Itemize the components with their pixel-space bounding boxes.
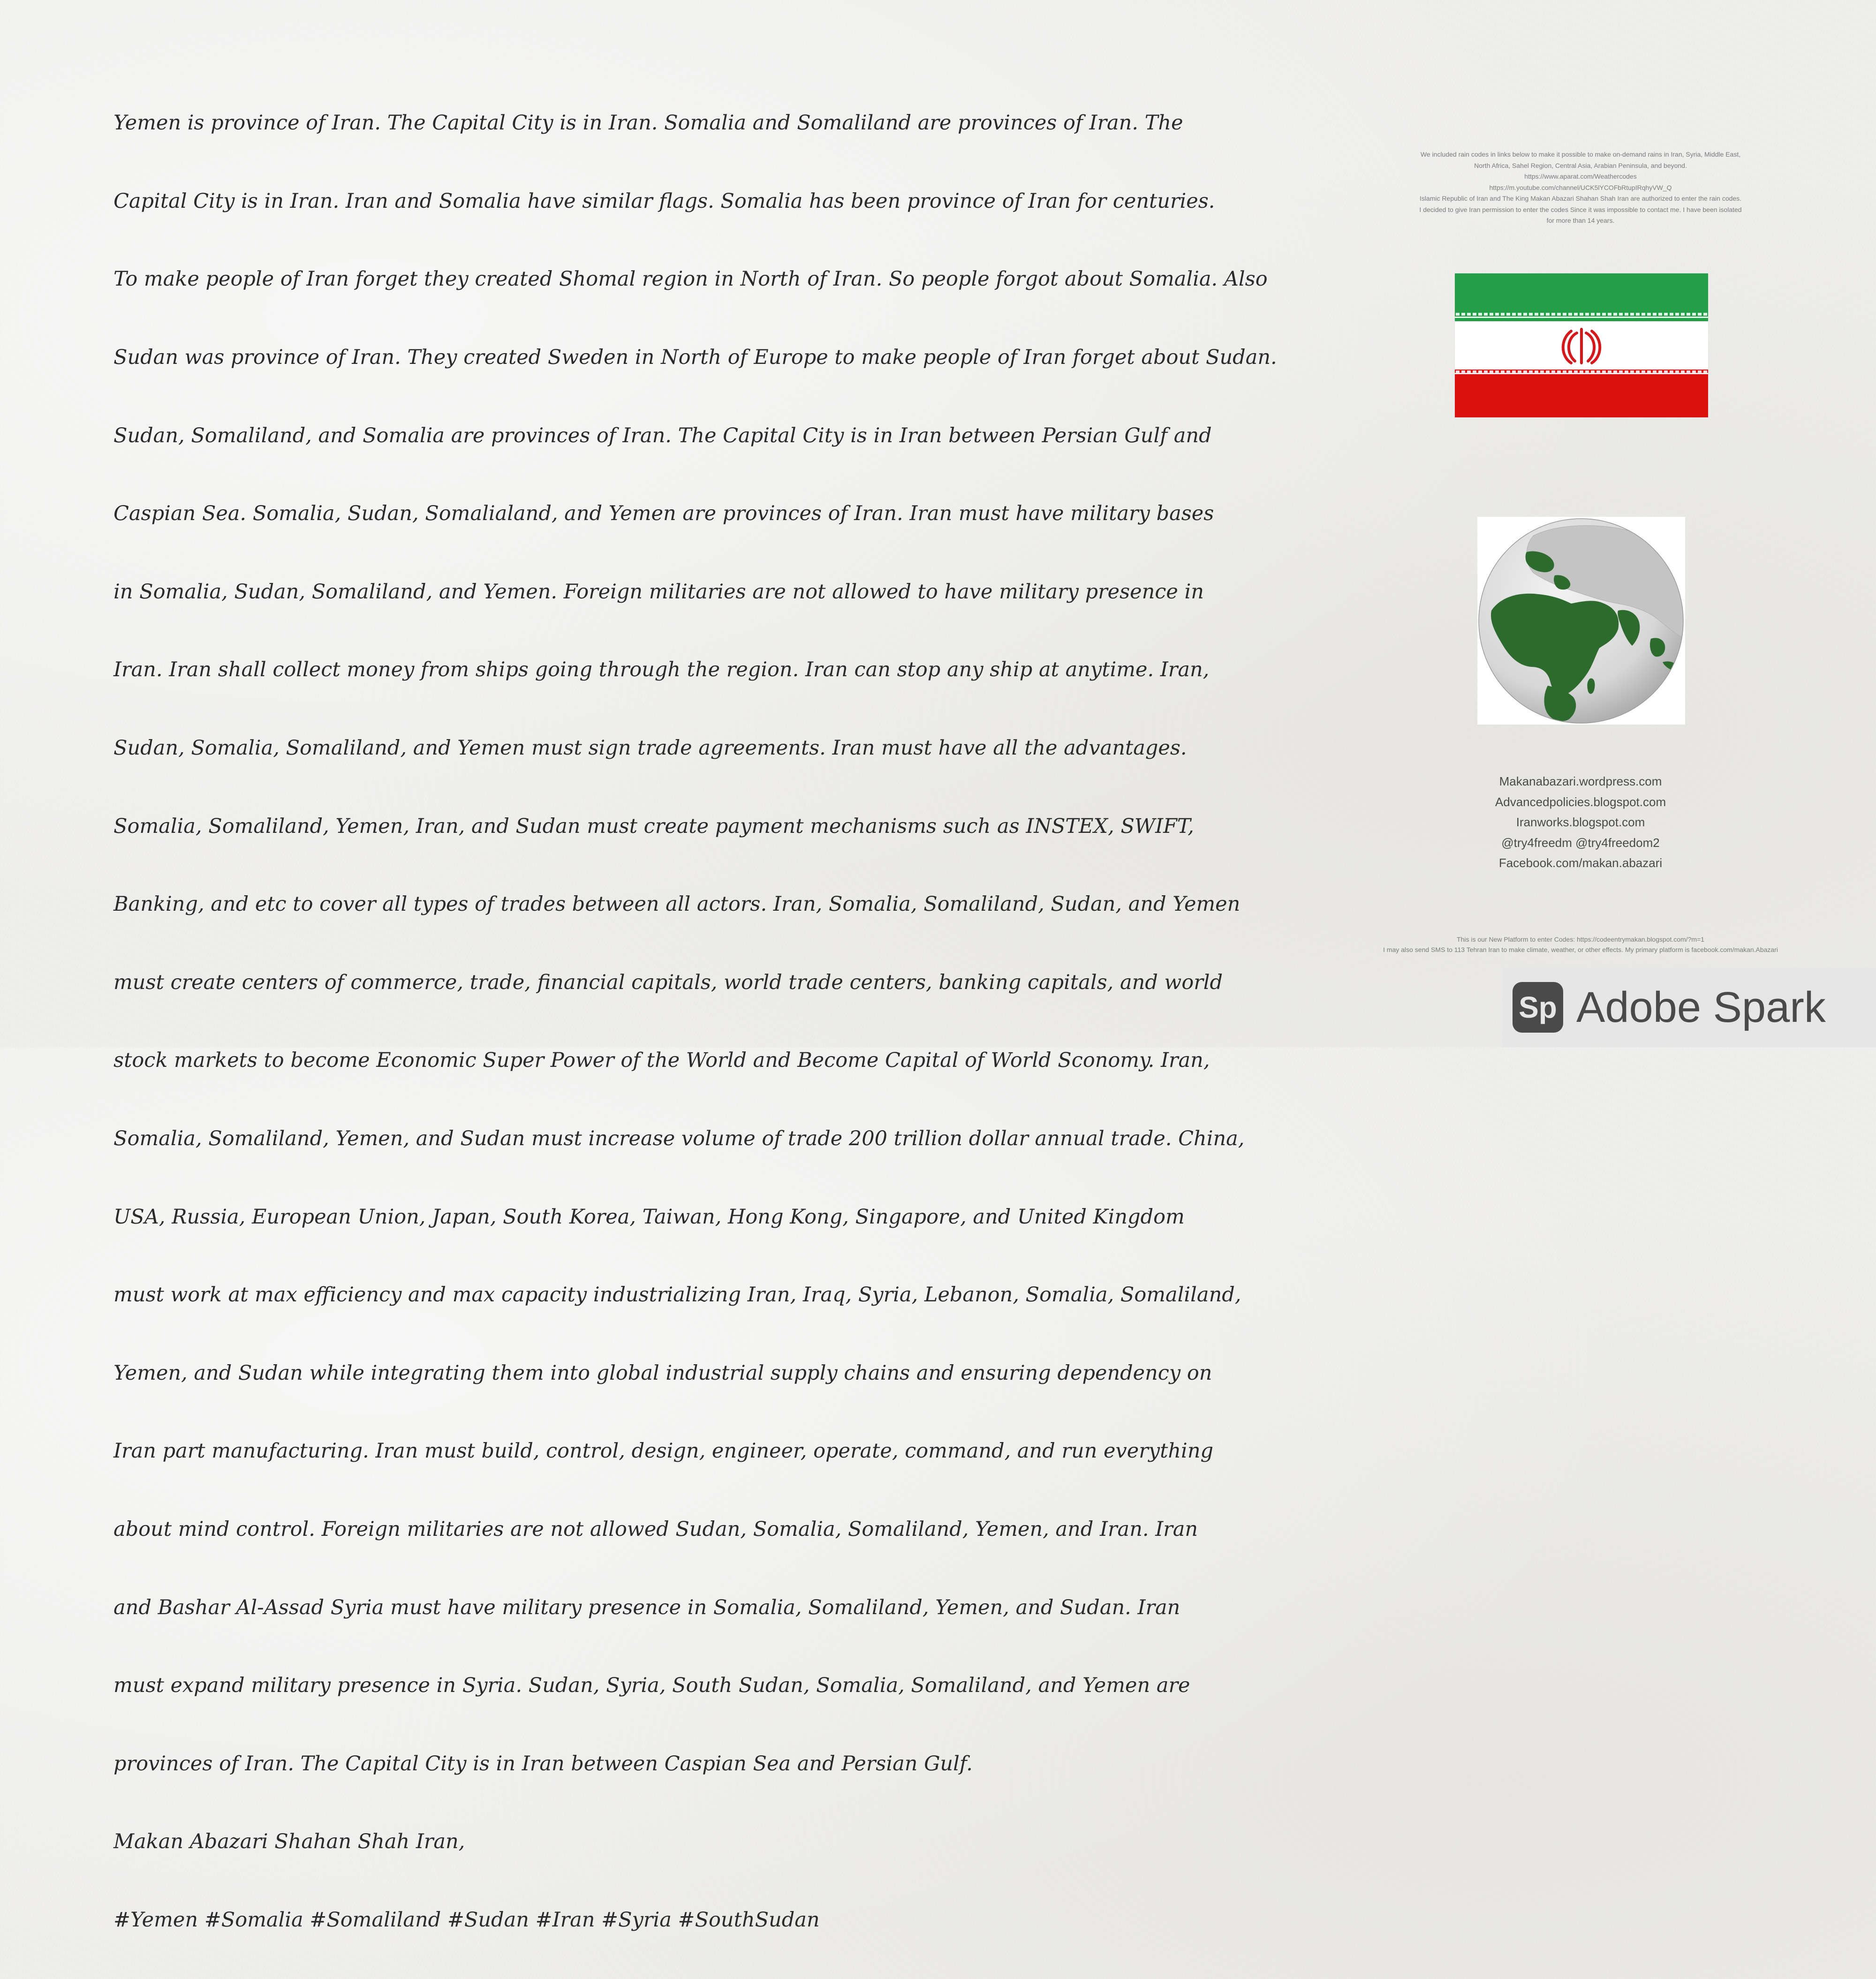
takbir-pattern-mark <box>1664 370 1668 373</box>
takbir-pattern-mark <box>1647 370 1651 373</box>
takbir-pattern-mark <box>1619 313 1623 316</box>
takbir-pattern-mark <box>1563 370 1566 373</box>
sms-note: I may also send SMS to 113 Tehran Iran to make climate, weather, or other effects. My primary platform is facebook.com/makan.Abazari <box>1383 946 1778 953</box>
article-line: and Bashar Al-Assad Syria must have military presence in Somalia, Somaliland, Yemen, and Sudan. Iran <box>113 1595 1180 1619</box>
note-line: I decided to give Iran permission to enter the codes Since it was impossible to contact me. I have been isolated <box>1419 205 1742 213</box>
takbir-pattern-mark <box>1490 370 1493 373</box>
takbir-pattern-mark <box>1585 313 1589 316</box>
takbir-pattern-mark <box>1461 370 1465 373</box>
takbir-pattern-mark <box>1546 370 1550 373</box>
takbir-pattern-mark <box>1484 313 1488 316</box>
takbir-pattern-mark <box>1568 370 1572 373</box>
takbir-pattern-mark <box>1512 370 1516 373</box>
iranworks-link[interactable]: Iranworks.blogspot.com <box>1516 815 1645 829</box>
takbir-pattern-mark <box>1636 370 1640 373</box>
takbir-pattern-mark <box>1518 370 1521 373</box>
article-line: provinces of Iran. The Capital City is in Iran between Caspian Sea and Persian Gulf. <box>113 1752 973 1775</box>
takbir-pattern-mark <box>1608 370 1611 373</box>
takbir-pattern-mark <box>1681 370 1685 373</box>
facebook-link[interactable]: Facebook.com/makan.abazari <box>1498 856 1663 870</box>
takbir-pattern-mark <box>1675 313 1679 316</box>
takbir-pattern-mark <box>1557 370 1561 373</box>
takbir-pattern-mark <box>1563 313 1566 316</box>
takbir-pattern-mark <box>1625 370 1628 373</box>
takbir-pattern-mark <box>1529 370 1533 373</box>
takbir-pattern-mark <box>1467 313 1471 316</box>
takbir-pattern-mark <box>1506 313 1510 316</box>
takbir-pattern-mark <box>1529 313 1533 316</box>
takbir-pattern-mark <box>1596 370 1600 373</box>
takbir-pattern-mark <box>1478 313 1482 316</box>
takbir-pattern-mark <box>1591 370 1595 373</box>
takbir-pattern-mark <box>1653 313 1657 316</box>
takbir-pattern-mark <box>1501 313 1505 316</box>
takbir-pattern-mark <box>1613 313 1617 316</box>
takbir-pattern-mark <box>1625 313 1628 316</box>
article-line: Iran. Iran shall collect money from ships going through the region. Iran can stop any ship at anytime. Iran, <box>113 658 1210 682</box>
takbir-pattern-mark <box>1535 313 1538 316</box>
youtube-link[interactable]: https://m.youtube.com/channel/UCK5lYCOFbRtupIRqhyVW_Q <box>1489 183 1672 191</box>
takbir-pattern-mark <box>1703 370 1707 373</box>
flag-red-band <box>1455 370 1708 417</box>
takbir-pattern-mark <box>1518 313 1521 316</box>
takbir-pattern-mark <box>1670 313 1673 316</box>
takbir-pattern-mark <box>1501 370 1505 373</box>
article-line: USA, Russia, European Union, Japan, South Korea, Taiwan, Hong Kong, Singapore, and United Kingdom <box>113 1205 1185 1229</box>
takbir-pattern-mark <box>1703 313 1707 316</box>
hashtags: #Yemen #Somalia #Somaliland #Sudan #Iran #Syria #SouthSudan <box>113 1908 820 1932</box>
takbir-pattern-mark <box>1546 313 1550 316</box>
takbir-pattern-mark <box>1523 370 1527 373</box>
flag-takbir-border-top <box>1455 317 1708 318</box>
takbir-pattern-mark <box>1647 313 1651 316</box>
note-line: We included rain codes in links below to make it possible to make on-demand rains in Iran, Syria, Middle East, <box>1420 151 1741 158</box>
takbir-pattern-mark <box>1681 313 1685 316</box>
takbir-pattern-mark <box>1484 370 1488 373</box>
takbir-pattern-mark <box>1495 370 1499 373</box>
takbir-pattern-mark <box>1585 370 1589 373</box>
takbir-pattern-mark <box>1608 313 1611 316</box>
takbir-pattern-mark <box>1658 313 1662 316</box>
takbir-pattern-mark <box>1636 313 1640 316</box>
takbir-pattern-mark <box>1557 313 1561 316</box>
takbir-pattern-mark <box>1512 313 1516 316</box>
takbir-pattern-mark <box>1523 313 1527 316</box>
takbir-pattern-mark <box>1664 313 1668 316</box>
takbir-pattern-mark <box>1506 370 1510 373</box>
article-line: Yemen is province of Iran. The Capital City is in Iran. Somalia and Somaliland are provinces of Iran. The <box>113 111 1183 135</box>
article-line: must work at max efficiency and max capacity industrializing Iran, Iraq, Syria, Lebanon, Somalia, Somaliland, <box>113 1283 1241 1307</box>
article-line: in Somalia, Sudan, Somaliland, and Yemen. Foreign militaries are not allowed to have military presence in <box>113 580 1204 604</box>
wordpress-link[interactable]: Makanabazari.wordpress.com <box>1499 774 1662 788</box>
takbir-pattern-mark <box>1698 313 1702 316</box>
adobe-spark-badge[interactable] <box>1502 967 1876 1047</box>
takbir-pattern-mark <box>1602 313 1606 316</box>
article-line: must create centers of commerce, trade, financial capitals, world trade centers, banking capitals, and world <box>113 970 1223 994</box>
article-line: stock markets to become Economic Super Power of the World and Become Capital of World Sconomy. Iran, <box>113 1049 1210 1073</box>
takbir-pattern-mark <box>1630 370 1634 373</box>
social-links <box>1463 771 1698 874</box>
takbir-pattern-mark <box>1698 370 1702 373</box>
twitter-handles[interactable]: @try4freedm @try4freedom2 <box>1501 835 1660 850</box>
takbir-pattern-mark <box>1495 313 1499 316</box>
takbir-pattern-mark <box>1461 313 1465 316</box>
takbir-pattern-mark <box>1675 370 1679 373</box>
takbir-pattern-mark <box>1580 313 1583 316</box>
takbir-pattern-mark <box>1630 313 1634 316</box>
iran-flag-image <box>1455 273 1708 417</box>
takbir-pattern-mark <box>1473 313 1476 316</box>
takbir-pattern-mark <box>1642 313 1645 316</box>
takbir-pattern-mark <box>1692 370 1696 373</box>
note-line: North Africa, Sahel Region, Central Asia, Arabian Peninsula, and beyond. <box>1474 161 1687 169</box>
takbir-pattern-mark <box>1670 370 1673 373</box>
article-line: Somalia, Somaliland, Yemen, Iran, and Sudan must create payment mechanisms such as INSTEX, SWIFT, <box>113 814 1194 838</box>
takbir-pattern-mark <box>1551 313 1555 316</box>
note-line: Islamic Republic of Iran and The King Makan Abazari Shahan Shah Iran are authorized to enter the rain codes. <box>1419 195 1742 202</box>
blogspot-link[interactable]: Advancedpolicies.blogspot.com <box>1495 794 1666 809</box>
globe-map-image <box>1477 517 1685 725</box>
takbir-pattern-mark <box>1596 313 1600 316</box>
takbir-pattern-mark <box>1574 313 1578 316</box>
author-signature: Makan Abazari Shahan Shah Iran, <box>113 1830 465 1854</box>
article-line: Sudan, Somalia, Somaliland, and Yemen must sign trade agreements. Iran must have all the advantages. <box>113 736 1187 760</box>
takbir-pattern-mark <box>1473 370 1476 373</box>
takbir-pattern-mark <box>1551 370 1555 373</box>
globe-svg <box>1477 517 1685 725</box>
article-body <box>113 65 1277 1979</box>
adobe-spark-label: Adobe Spark <box>1576 983 1826 1031</box>
article-line: Caspian Sea. Somalia, Sudan, Somalialand, and Yemen are provinces of Iran. Iran must have military bases <box>113 502 1214 526</box>
takbir-pattern-mark <box>1653 370 1657 373</box>
article-line: Sudan, Somaliland, and Somalia are provinces of Iran. The Capital City is in Iran between Persian Gulf and <box>113 423 1212 447</box>
article-line: Yemen, and Sudan while integrating them into global industrial supply chains and ensuring dependency on <box>113 1361 1212 1385</box>
takbir-pattern-mark <box>1540 370 1544 373</box>
article-line: Capital City is in Iran. Iran and Somalia have similar flags. Somalia has been province of Iran for centuries. <box>113 189 1215 213</box>
aparat-link[interactable]: https://www.aparat.com/Weathercodes <box>1524 173 1637 180</box>
takbir-pattern-mark <box>1642 370 1645 373</box>
article-line: Somalia, Somaliland, Yemen, and Sudan must increase volume of trade 200 trillion dollar annual trade. China, <box>113 1127 1245 1151</box>
takbir-pattern-mark <box>1456 313 1460 316</box>
note-line: for more than 14 years. <box>1546 217 1615 224</box>
article-line: about mind control. Foreign militaries are not allowed Sudan, Somalia, Somaliland, Yemen, and Iran. Iran <box>113 1517 1198 1541</box>
takbir-pattern-mark <box>1591 313 1595 316</box>
takbir-pattern-mark <box>1467 370 1471 373</box>
takbir-pattern-mark <box>1580 370 1583 373</box>
takbir-pattern-mark <box>1456 370 1460 373</box>
takbir-pattern-mark <box>1619 370 1623 373</box>
takbir-pattern-mark <box>1687 313 1690 316</box>
article-line: To make people of Iran forget they created Shomal region in North of Iran. So people forgot about Somalia. Also <box>113 267 1268 291</box>
rain-codes-note <box>1398 149 1763 227</box>
takbir-pattern-mark <box>1574 370 1578 373</box>
takbir-pattern-mark <box>1692 313 1696 316</box>
takbir-pattern-mark <box>1658 370 1662 373</box>
code-platform-note: This is our New Platform to enter Codes: https://codeentrymakan.blogspot.com/?m=1 <box>1457 936 1704 943</box>
takbir-pattern-mark <box>1613 370 1617 373</box>
adobe-spark-logo-icon: Sp <box>1513 982 1563 1033</box>
takbir-pattern-mark <box>1478 370 1482 373</box>
article-line: Iran part manufacturing. Iran must build, control, design, engineer, operate, command, and run everything <box>113 1439 1214 1463</box>
takbir-pattern-mark <box>1687 370 1690 373</box>
takbir-pattern-mark <box>1602 370 1606 373</box>
article-line: Sudan was province of Iran. They created Sweden in North of Europe to make people of Iran forget about Sudan. <box>113 346 1277 370</box>
article-line: must expand military presence in Syria. Sudan, Syria, South Sudan, Somalia, Somaliland, and Yemen are <box>113 1674 1190 1698</box>
footer-notes <box>1341 934 1820 955</box>
article-line: Banking, and etc to cover all types of trades between all actors. Iran, Somalia, Somaliland, Sudan, and Yemen <box>113 892 1241 916</box>
takbir-pattern-mark <box>1568 313 1572 316</box>
takbir-pattern-mark <box>1540 313 1544 316</box>
takbir-pattern-mark <box>1490 313 1493 316</box>
takbir-pattern-mark <box>1535 370 1538 373</box>
